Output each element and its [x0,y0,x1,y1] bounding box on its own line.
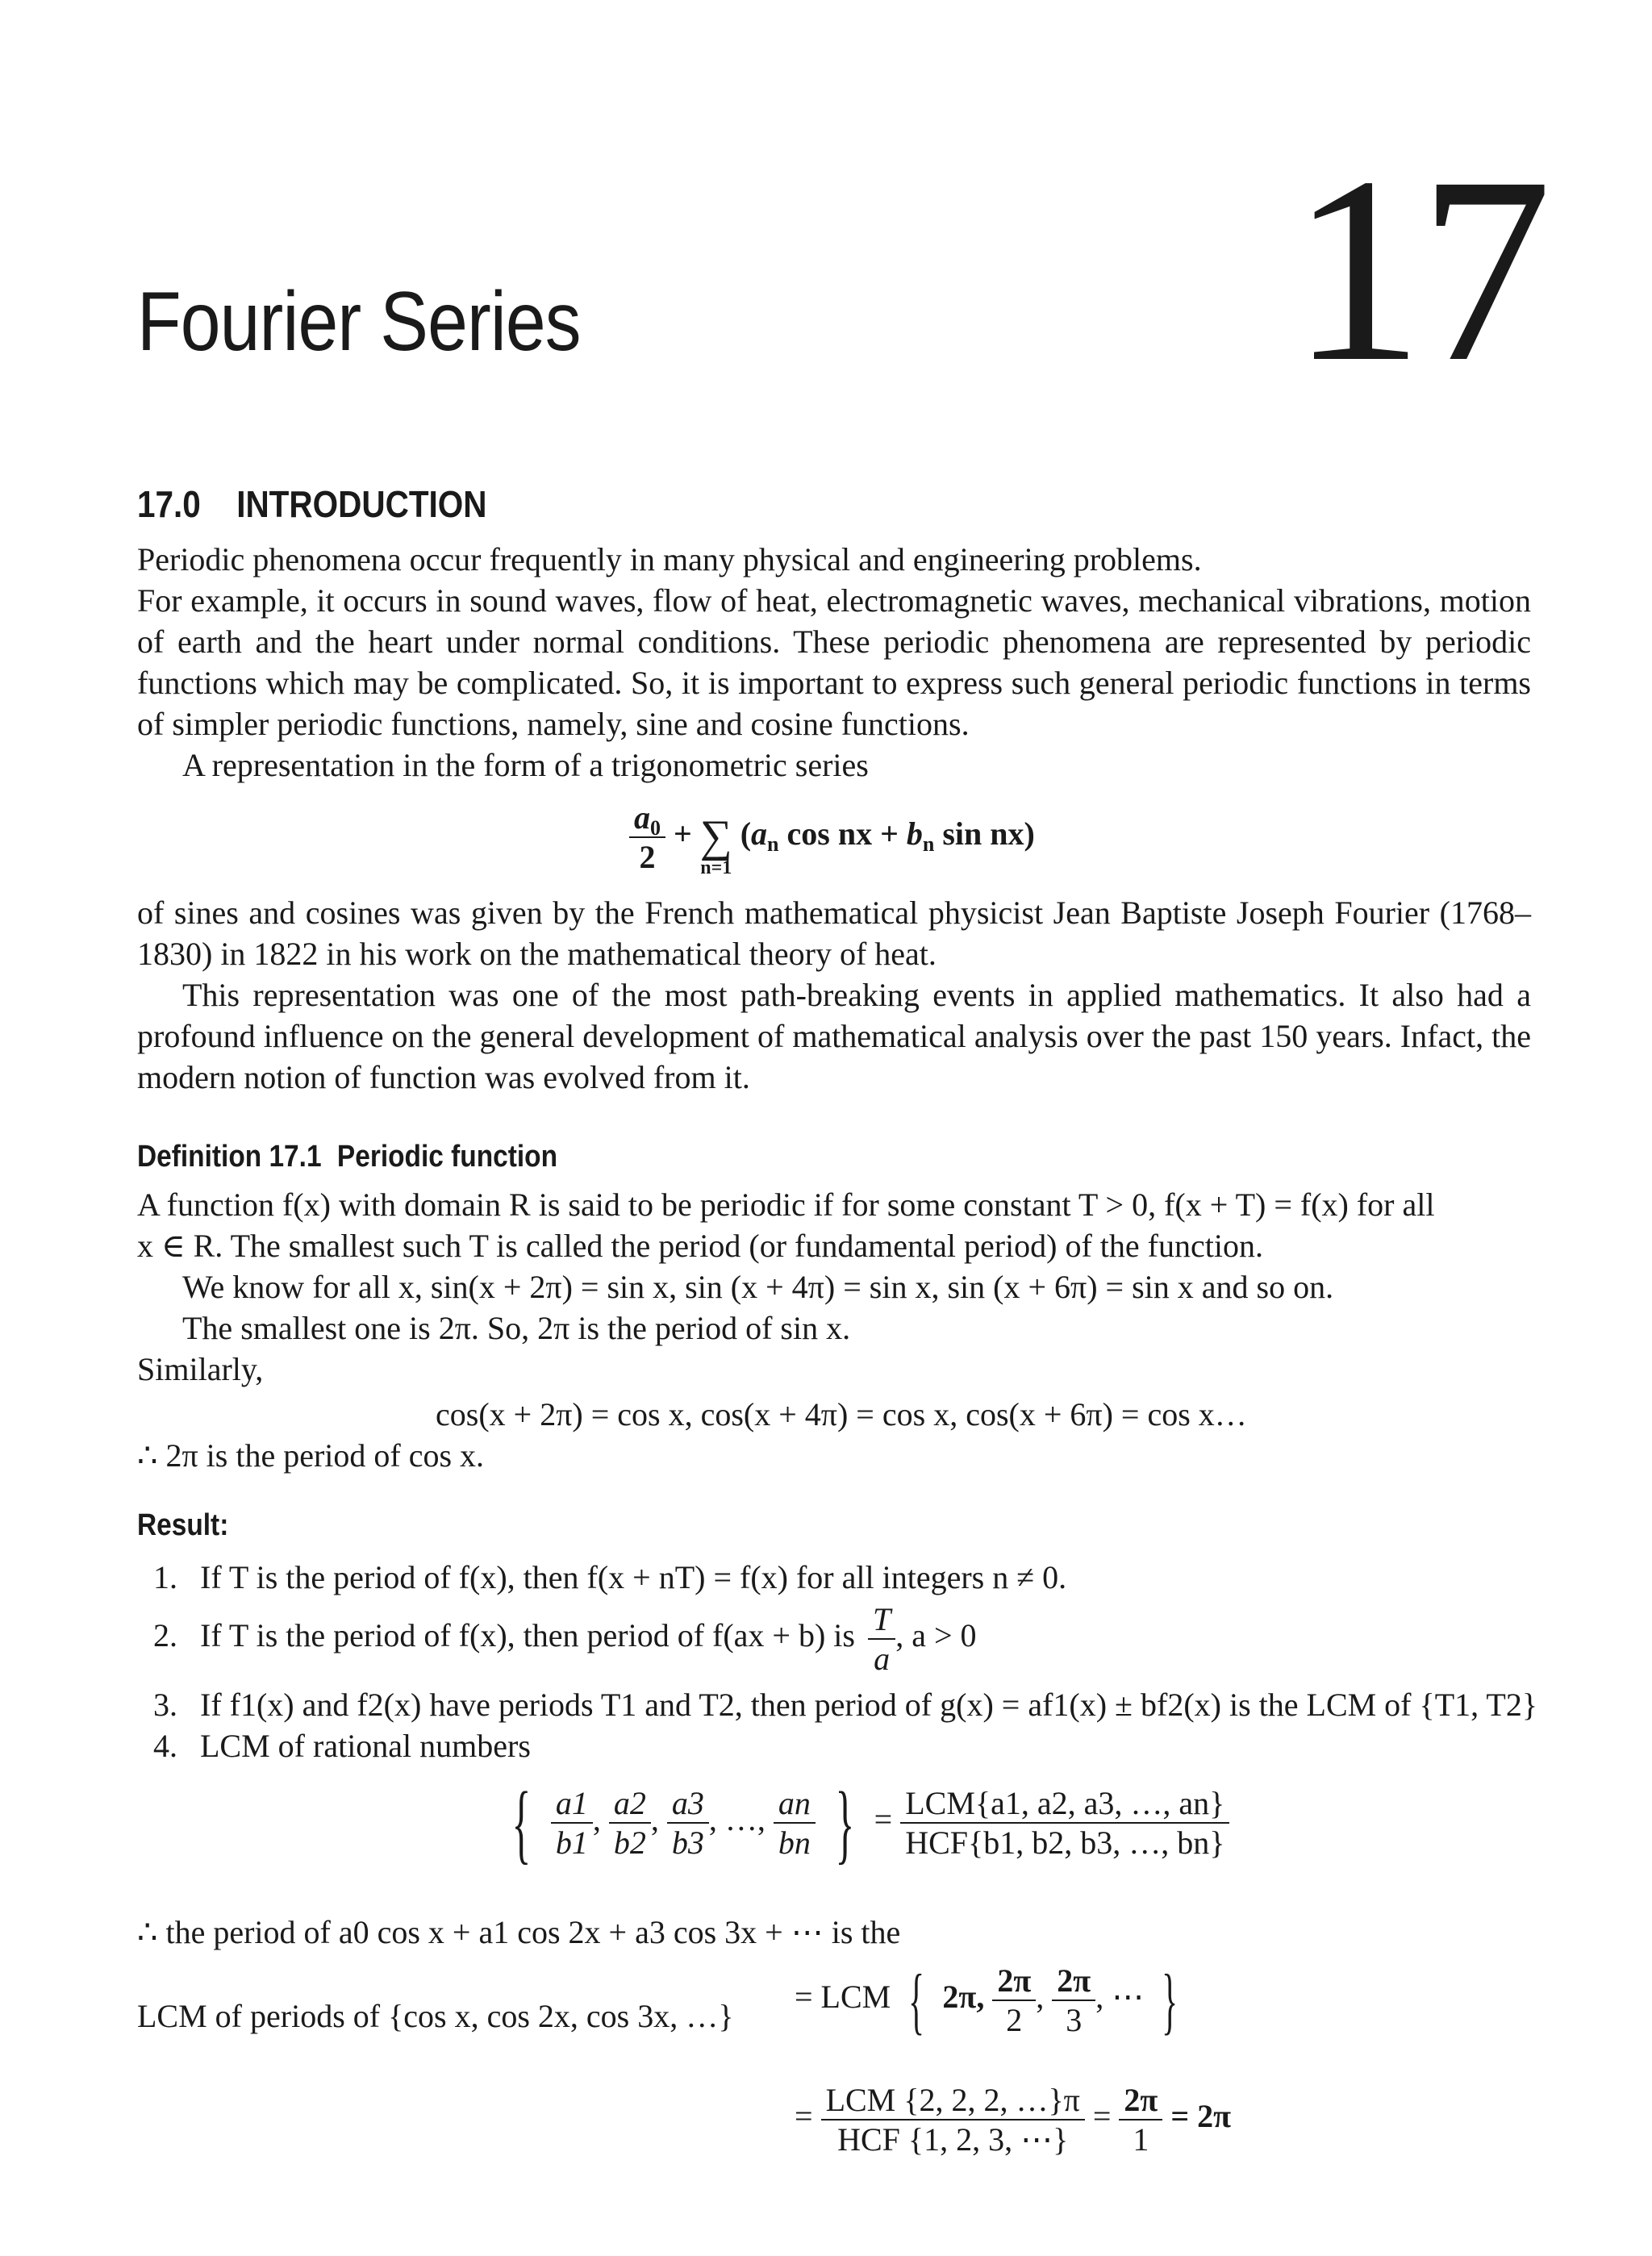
definition-heading [137,1140,557,1174]
lcm-over-hcf-fraction [900,1784,1229,1862]
definition-line-4: The smallest one is 2π. So, 2π is the period of sin x. [182,1310,851,1346]
intro-paragraph-3: A representation in the form of a trigonometric series [182,747,869,783]
result-heading: Result: [137,1508,229,1542]
denominator-2: 2 [992,2000,1036,2039]
a0-denominator: 2 [639,839,656,875]
fraction-2pi-over-2 [992,1962,1036,2039]
result-item-3-text: If f1(x) and f2(x) have periods T1 and T2, then period of g(x) = af1(x) ± bf2(x) is the LCM of {T1, T2} [200,1687,1538,1723]
lcm-numerator: LCM{a1, a2, a3, …, an} [905,1785,1225,1821]
denominator-b2: b2 [609,1822,651,1862]
definition-line-3: We know for all x, sin(x + 2π) = sin x, sin (x + 4π) = sin x, sin (x + 6π) = sin x and so on. [182,1269,1334,1305]
section-number: 17.0 [137,483,201,525]
lcm-periods-expression: = LCM { 2π, $\frac{2\pi}{2}$ , $\frac{2\pi}{3}$ , ⋯ } [795,1959,1179,2041]
result-item-1 [153,1558,1066,1596]
lcm-set-tail: , ⋯ [1095,1979,1145,2016]
result-item-2 [153,1600,977,1678]
fraction-a3-b3 [667,1784,709,1862]
numerator-2pi: 2π [997,1962,1032,1999]
lcm-right-brace: } [1162,1959,1179,2041]
right-brace: } [835,1774,855,1872]
lcm-over-hcf-final [821,2081,1085,2158]
chapter-number: 17 [1291,123,1547,417]
numerator-2pi-final: 2π [1124,2082,1158,2118]
definition-line-1: A function f(x) with domain R is said to be periodic if for some constant T > 0, f(x + T) = f(x) for all [137,1186,1435,1223]
an-symbol: a [751,815,768,853]
series-open-paren: ( [740,815,752,853]
result-item-1-text: If T is the period of f(x), then f(x + nT) = f(x) for all integers n ≠ 0. [200,1559,1067,1595]
denominator-b3: b3 [667,1822,709,1862]
equals-sign: = [874,1801,893,1838]
lcm-rational-formula: { $\frac{a1}{b1}$ , $\frac{a2}{b2}$ , $\frac{a3}{b3}$ , …, $\frac{an}{bn}$ } = $\frac{\text{LCM\{a1, a2, a3, …, an\}}}{\text{HCF\{b1, b2, b3, …, bn\}}}$ [500,1779,1229,1867]
left-brace: { [511,1774,532,1872]
lcm-periods-label: LCM of periods of {cos x, cos 2x, cos 3x, …} [137,1998,734,2034]
result-item-3-number: 3. [153,1687,177,1723]
bn-symbol: b [906,815,923,853]
therefore-period-line: ∴ the period of a0 cos x + a1 cos 2x + a3 cos 3x + ⋯ is the [137,1914,901,1950]
result-item-3 [153,1686,1537,1724]
final-denominator: HCF {1, 2, 3, ⋯} [821,2119,1085,2158]
a0-over-2 [629,799,665,876]
plus-sign: + [674,815,692,853]
denominator-3: 3 [1052,2000,1095,2039]
result-item-2-number: 2. [153,1617,177,1654]
result-item-4-text: LCM of rational numbers [200,1728,531,1764]
final-equals-2: = [1092,2098,1112,2135]
result-item-4 [153,1727,531,1765]
sigma-block [699,811,732,878]
numerator-a3: a3 [671,1785,704,1821]
sin-term: sin nx) [934,815,1035,853]
definition-number: Definition 17.1 [137,1140,322,1174]
a0-symbol: a [634,799,650,836]
lcm-left-brace: { [908,1959,925,2041]
result-item-2-tail: , a > 0 [895,1617,977,1654]
fraction-2pi-over-1 [1119,2081,1162,2158]
fraction-an-bn [774,1784,816,1862]
definition-title: Periodic function [336,1140,558,1174]
ellipsis: …, [724,1801,766,1838]
lcm-periods-rhs: = LCM [795,1979,891,2016]
fraction-numerator-T: T [872,1601,891,1637]
chapter-title: Fourier Series [137,275,581,369]
final-numerator: LCM {2, 2, 2, …}π [825,2082,1080,2118]
cos-term: cos nx + [778,815,907,853]
fourier-series-formula [629,799,1035,876]
section-title: INTRODUCTION [236,483,487,525]
definition-line-5: Similarly, [137,1351,264,1387]
numerator-an: an [778,1785,811,1821]
section-heading [137,482,487,526]
numerator-2pi: 2π [1057,1962,1091,1999]
fraction-2pi-over-3 [1052,1962,1095,2039]
fraction-denominator-a: a [868,1638,895,1678]
definition-line-6: cos(x + 2π) = cos x, cos(x + 4π) = cos x, cos(x + 6π) = cos x… [436,1396,1247,1432]
intro-paragraph-4: of sines and cosines was given by the French mathematical physicist Jean Baptiste Joseph Fourier (1768–1830) in 1822 in his work on the mathematical theory of heat. [137,894,1531,972]
final-equals: = [795,2098,813,2135]
numerator-a2: a2 [613,1785,646,1821]
definition-line-2: x ∈ R. The smallest such T is called the period (or fundamental period) of the function. [137,1228,1263,1264]
final-result: = 2π [1170,2098,1232,2135]
intro-paragraph-1: Periodic phenomena occur frequently in many physical and engineering problems. [137,541,1202,578]
definition-line-7: ∴ 2π is the period of cos x. [137,1437,485,1474]
result-item-2-fraction [868,1600,895,1678]
a0-subscript: 0 [650,816,661,840]
result-item-2-text: If T is the period of f(x), then period of f(ax + b) is [200,1617,855,1654]
result-item-4-number: 4. [153,1728,177,1764]
an-subscript: n [767,832,779,857]
intro-paragraph-2: For example, it occurs in sound waves, flow of heat, electromagnetic waves, mechanical vibrations, motion of earth and the heart under normal conditions. These periodic phenomena are represented by periodic functions which may be complicated. So, it is important to express such general periodic functions in terms of simpler periodic functions, namely, sine and cosine functions. [137,582,1531,742]
final-period-expression [795,2081,1231,2158]
intro-paragraph-5: This representation was one of the most path-breaking events in applied mathematics. It also had a profound influence on the general development of mathematical analysis over the past 150 years. Infact, the modern notion of function was evolved from it. [137,977,1531,1095]
numerator-a1: a1 [555,1785,588,1821]
fraction-a1-b1 [551,1784,593,1862]
denominator-bn: bn [774,1822,816,1862]
sigma-symbol: ∑ [699,811,732,861]
lcm-set-first: 2π, [942,1979,985,2016]
result-item-1-number: 1. [153,1559,177,1595]
denominator-1: 1 [1119,2119,1162,2158]
hcf-denominator: HCF{b1, b2, b3, …, bn} [900,1822,1229,1862]
fraction-a2-b2 [609,1784,651,1862]
bn-subscript: n [922,832,935,857]
sigma-lower-limit: n=1 [700,857,732,878]
denominator-b1: b1 [551,1822,593,1862]
